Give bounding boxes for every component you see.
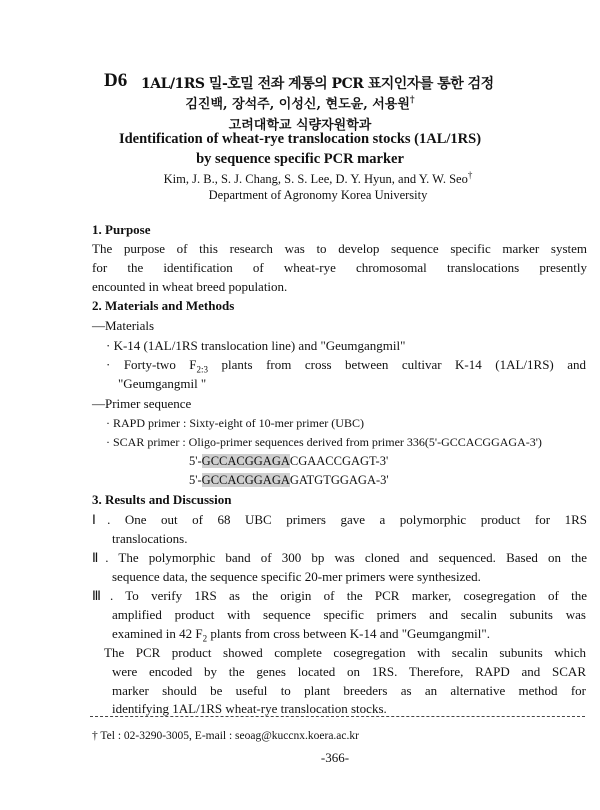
purpose-line-3: encounted in wheat breed population.	[92, 279, 288, 294]
result-3-line-4: The PCR product showed complete cosegregation with secalin subunits which	[104, 645, 586, 660]
english-corresponding-mark: †	[467, 170, 473, 180]
korean-authors-line	[0, 93, 600, 112]
result-3-line-3-post: plants from cross between K-14 and "Geumgangmil".	[207, 626, 490, 641]
english-authors: Kim, J. B., S. J. Chang, S. S. Lee, D. Y. Hyun, and Y. W. Seo	[163, 172, 468, 187]
purpose-line-2: for the identification of wheat-rye chromosomal translocations presently	[92, 260, 587, 275]
corresponding-mark: †	[409, 95, 415, 106]
material-item-2-post: plants from cross between cultivar K-14 (1AL/1RS) and	[208, 357, 587, 372]
purpose-heading: 1. Purpose	[92, 222, 151, 237]
seq2-highlight: GCCACGGAGA	[201, 473, 290, 487]
methods-heading: 2. Materials and Methods	[92, 298, 235, 313]
material-item-2-pre: · Forty-two F	[106, 357, 197, 372]
result-1-line-2: translocations.	[112, 531, 188, 546]
footnote-divider	[90, 716, 585, 717]
result-3-line-1: Ⅲ. To verify 1RS as the origin of the PCR marker, cosegregation of the	[92, 588, 587, 603]
material-item-2-subscript: 2:3	[196, 364, 209, 375]
korean-affiliation: 고려대학교 식량자원학과	[228, 118, 372, 133]
result-3-line-5: were encoded by the genes located on 1RS. Therefore, RAPD and SCAR	[112, 664, 586, 679]
seq2-prefix: 5'-	[189, 473, 202, 487]
result-3-line-3	[112, 626, 490, 644]
result-2-line-1: Ⅱ. The polymorphic band of 300 bp was cloned and sequenced. Based on the	[92, 550, 587, 565]
abstract-code: D6	[104, 70, 128, 91]
purpose-line-1: The purpose of this research was to develop sequence specific marker system	[92, 241, 587, 256]
material-item-1: · K-14 (1AL/1RS translocation line) and "Geumgangmil"	[106, 338, 406, 353]
result-3-line-7: identifying 1AL/1RS wheat-rye translocation stocks.	[112, 701, 387, 716]
seq1-prefix: 5'-	[189, 454, 202, 468]
material-item-2-continued: "Geumgangmil "	[118, 376, 207, 391]
materials-label: —Materials	[92, 318, 155, 333]
material-item-2	[106, 357, 586, 375]
result-3-line-3-subscript: 2	[202, 633, 208, 644]
english-authors-line	[18, 170, 600, 187]
result-1-line-1: Ⅰ. One out of 68 UBC primers gave a polymorphic product for 1RS	[92, 512, 587, 527]
english-title-line2: by sequence specific PCR marker	[196, 151, 404, 167]
english-affiliation: Department of Agronomy Korea University	[208, 188, 428, 202]
rapd-primer-item: · RAPD primer : Sixty-eight of 10-mer primer (UBC)	[106, 416, 364, 430]
seq1-suffix: CGAACCGAGT-3'	[289, 454, 389, 468]
scar-sequence-1	[189, 454, 388, 469]
result-3-line-6: marker should be useful to plant breeders as an alternative method for	[112, 683, 586, 698]
korean-authors: 김진백, 장석주, 이성신, 현도윤, 서용원	[185, 97, 410, 112]
korean-title: 1AL/1RS 밀-호밀 전좌 계통의 PCR 표지인자를 통한 검정	[141, 76, 494, 92]
result-3-line-3-pre: examined in 42 F	[112, 626, 203, 641]
english-title-line1: Identification of wheat-rye translocation stocks (1AL/1RS)	[118, 131, 482, 147]
scar-primer-item: · SCAR primer : Oligo-primer sequences derived from primer 336(5'-GCCACGGAGA-3')	[106, 435, 542, 449]
result-3-line-2: amplified product with sequence specific primers and secalin subunits was	[112, 607, 586, 622]
page-number: -366-	[320, 750, 350, 765]
result-2-line-2: sequence data, the sequence specific 20-mer primers were synthesized.	[112, 569, 481, 584]
footnote-contact: † Tel : 02-3290-3005, E-mail : seoag@kuccnx.koera.ac.kr	[92, 730, 359, 742]
primer-sequence-label: —Primer sequence	[92, 396, 192, 411]
scar-sequence-2	[189, 473, 389, 488]
results-heading: 3. Results and Discussion	[92, 492, 232, 507]
seq1-highlight: GCCACGGAGA	[201, 454, 290, 468]
seq2-suffix: GATGTGGAGA-3'	[289, 473, 389, 487]
